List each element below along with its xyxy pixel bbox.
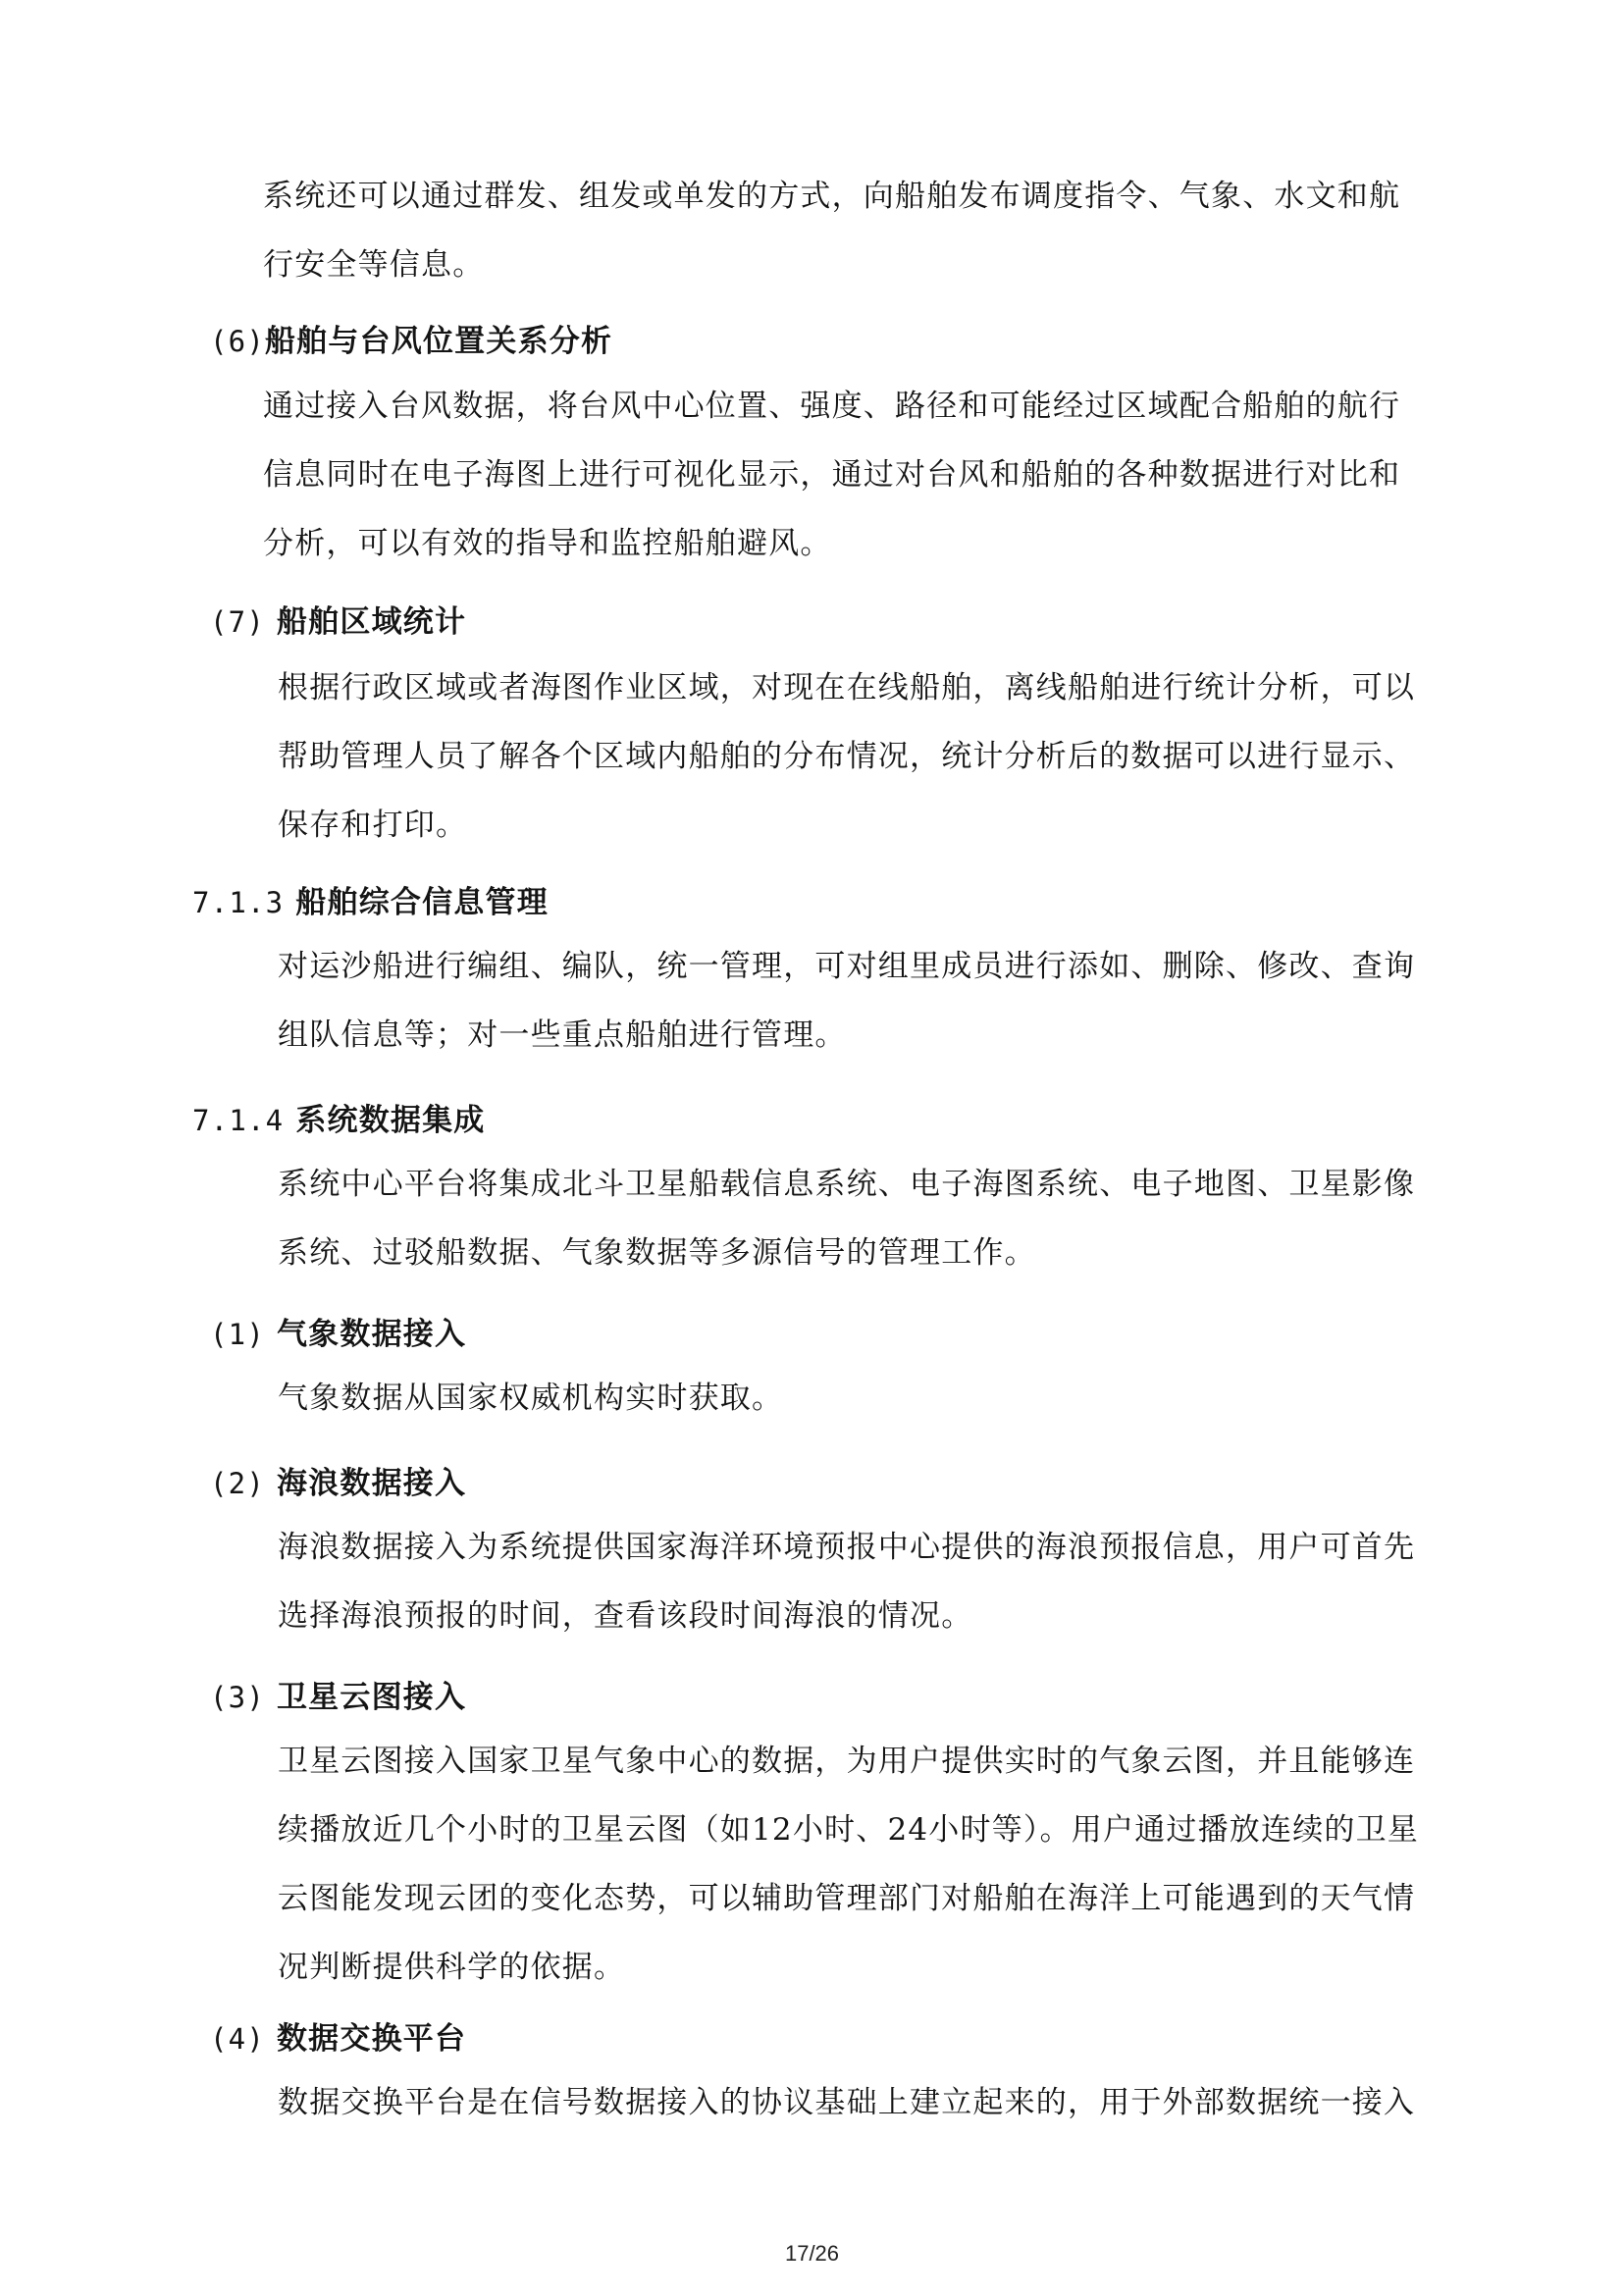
section-title: 船舶区域统计 xyxy=(276,604,467,640)
text-line: 气象数据从国家权威机构实时获取。 xyxy=(278,1381,784,1416)
section-number: (6) xyxy=(210,325,265,358)
section-number: (4) xyxy=(210,2022,265,2056)
text-line: 系统中心平台将集成北斗卫星船载信息系统、电子海图系统、电子地图、卫星影像 xyxy=(278,1167,1416,1202)
section-title: 卫星云图接入 xyxy=(276,1680,467,1715)
page-number: 17/26 xyxy=(784,2241,840,2266)
section-title: 船舶与台风位置关系分析 xyxy=(264,324,613,359)
section-title: 数据交换平台 xyxy=(276,2021,467,2057)
subsection-2-body xyxy=(278,1513,1415,1650)
section-7-1-4-heading xyxy=(192,1101,486,1140)
subsection-1-heading xyxy=(210,1315,466,1354)
section-7-1-3-heading xyxy=(192,883,549,922)
section-number: 7.1.4 xyxy=(192,1104,285,1137)
section-title: 系统数据集成 xyxy=(295,1103,486,1138)
section-6-heading xyxy=(210,322,612,361)
section-number: (7) xyxy=(210,605,265,639)
text-line: 行安全等信息。 xyxy=(263,247,485,283)
text-line: 数据交换平台是在信号数据接入的协议基础上建立起来的，用于外部数据统一接入 xyxy=(278,2085,1416,2120)
text-line: 况判断提供科学的依据。 xyxy=(278,1950,626,1985)
text-line: 续播放近几个小时的卫星云图（如12小时、24小时等）。用户通过播放连续的卫星 xyxy=(278,1812,1419,1848)
text-line: 帮助管理人员了解各个区域内船舶的分布情况，统计分析后的数据可以进行显示、 xyxy=(278,739,1416,774)
subsection-2-heading xyxy=(210,1464,466,1503)
subsection-3-body xyxy=(278,1727,1419,2002)
text-line: 选择海浪预报的时间，查看该段时间海浪的情况。 xyxy=(278,1598,973,1634)
text-line: 对运沙船进行编组、编队，统一管理，可对组里成员进行添如、删除、修改、查询 xyxy=(278,949,1416,984)
subsection-4-body xyxy=(278,2068,1415,2137)
text-line: 通过接入台风数据，将台风中心位置、强度、路径和可能经过区域配合船舶的航行 xyxy=(263,389,1401,424)
section-7-1-3-body xyxy=(278,932,1415,1069)
text-line: 海浪数据接入为系统提供国家海洋环境预报中心提供的海浪预报信息，用户可首先 xyxy=(278,1530,1416,1565)
section-number: (1) xyxy=(210,1318,265,1351)
section-number: (3) xyxy=(210,1681,265,1714)
text-line: 根据行政区域或者海图作业区域，对现在在线船舶，离线船舶进行统计分析，可以 xyxy=(278,670,1416,705)
text-line: 组队信息等；对一些重点船舶进行管理。 xyxy=(278,1017,847,1053)
section-title: 船舶综合信息管理 xyxy=(295,885,549,920)
text-line: 信息同时在电子海图上进行可视化显示，通过对台风和船舶的各种数据进行对比和 xyxy=(263,457,1401,493)
section-number: (2) xyxy=(210,1467,265,1500)
text-line: 卫星云图接入国家卫星气象中心的数据，为用户提供实时的气象云图，并且能够连 xyxy=(278,1744,1416,1779)
section-title: 海浪数据接入 xyxy=(276,1466,467,1501)
text-line: 云图能发现云团的变化态势，可以辅助管理部门对船舶在海洋上可能遇到的天气情 xyxy=(278,1881,1416,1916)
section-7-heading xyxy=(210,602,466,642)
section-7-1-4-body xyxy=(278,1150,1415,1287)
text-line: 系统、过驳船数据、气象数据等多源信号的管理工作。 xyxy=(278,1235,1036,1271)
text-line: 保存和打印。 xyxy=(278,808,468,843)
subsection-4-heading xyxy=(210,2019,466,2059)
subsection-3-heading xyxy=(210,1678,466,1717)
paragraph-intro xyxy=(263,162,1400,299)
section-6-body xyxy=(263,372,1400,578)
text-line: 分析，可以有效的指导和监控船舶避风。 xyxy=(263,526,832,561)
text-line: 系统还可以通过群发、组发或单发的方式，向船舶发布调度指令、气象、水文和航 xyxy=(263,179,1401,214)
section-number: 7.1.3 xyxy=(192,886,285,919)
section-7-body xyxy=(278,653,1415,860)
section-title: 气象数据接入 xyxy=(276,1317,467,1352)
subsection-1-body xyxy=(278,1364,783,1433)
